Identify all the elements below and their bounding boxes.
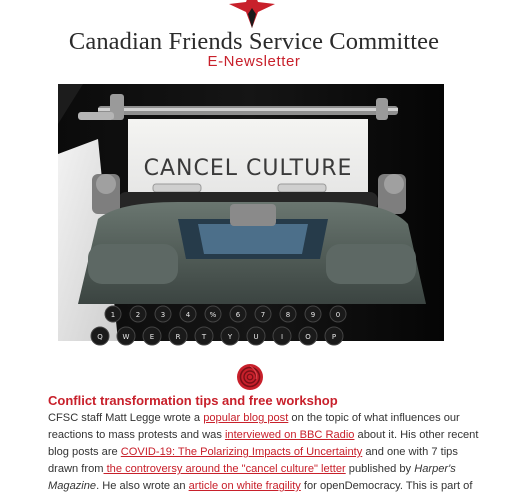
body-text-segment: about it. His other recent <box>354 429 479 441</box>
key-label: 7 <box>260 311 266 319</box>
white-fragility-article-link[interactable]: article on white fragility <box>188 480 301 492</box>
hero-typewriter-image <box>58 84 444 341</box>
magazine-italic: Magazine <box>48 480 97 492</box>
body-text-segment: reactions to mass protests and was <box>48 429 225 441</box>
body-text-segment: for openDemocracy. This is part of <box>300 480 473 492</box>
newsletter-subtitle: E-Newsletter <box>207 53 301 70</box>
key-label: Q <box>97 333 103 341</box>
body-text-segment: and one with 7 tips <box>362 446 458 458</box>
body-line <box>48 478 473 495</box>
org-name-heading: Canadian Friends Service Committee <box>68 28 440 55</box>
cancel-culture-letter-link[interactable]: the controversy around the "cancel culture" letter <box>103 463 346 475</box>
article-body <box>48 410 479 495</box>
body-text-segment: on the topic of what influences our <box>288 412 460 424</box>
red-rose-divider-icon <box>236 363 264 391</box>
key-label: 1 <box>110 311 116 319</box>
body-text-segment: CFSC staff Matt Legge wrote a <box>48 412 204 424</box>
body-text-segment: drawn from <box>48 463 104 475</box>
key-label: 6 <box>235 311 241 319</box>
body-text-segment: published by <box>345 463 415 475</box>
article-heading: Conflict transformation tips and free workshop <box>48 393 338 408</box>
key-label: 0 <box>335 311 341 319</box>
body-line <box>48 461 468 478</box>
key-label: 9 <box>310 311 316 319</box>
body-line <box>48 427 479 444</box>
body-text-segment: blog posts are <box>48 446 121 458</box>
key-label: 8 <box>285 311 291 319</box>
popular-blog-post-link[interactable]: popular blog post <box>203 412 289 424</box>
key-label: I <box>280 333 284 341</box>
key-label: % <box>209 311 217 319</box>
key-label: O <box>305 333 311 341</box>
body-line <box>48 444 468 461</box>
key-label: U <box>253 333 259 341</box>
key-label: E <box>149 333 155 341</box>
key-label: Y <box>227 333 233 341</box>
key-label: T <box>201 333 207 341</box>
key-label: R <box>175 333 181 341</box>
harpers-italic: Harper's <box>414 463 456 475</box>
key-label: P <box>331 333 337 341</box>
bbc-radio-interview-link[interactable]: interviewed on BBC Radio <box>224 429 355 441</box>
body-line <box>48 410 468 427</box>
cfsc-star-logo-icon <box>225 0 279 30</box>
key-label: 3 <box>160 311 166 319</box>
key-label: W <box>122 333 130 341</box>
key-label: 2 <box>135 311 141 319</box>
body-text-segment: . He also wrote an <box>96 480 189 492</box>
key-label: 4 <box>185 311 191 319</box>
covid-polarizing-impacts-link[interactable]: COVID-19: The Polarizing Impacts of Uncertainty <box>120 446 363 458</box>
paper-cancel-culture-text: CANCEL CULTURE <box>143 156 353 181</box>
